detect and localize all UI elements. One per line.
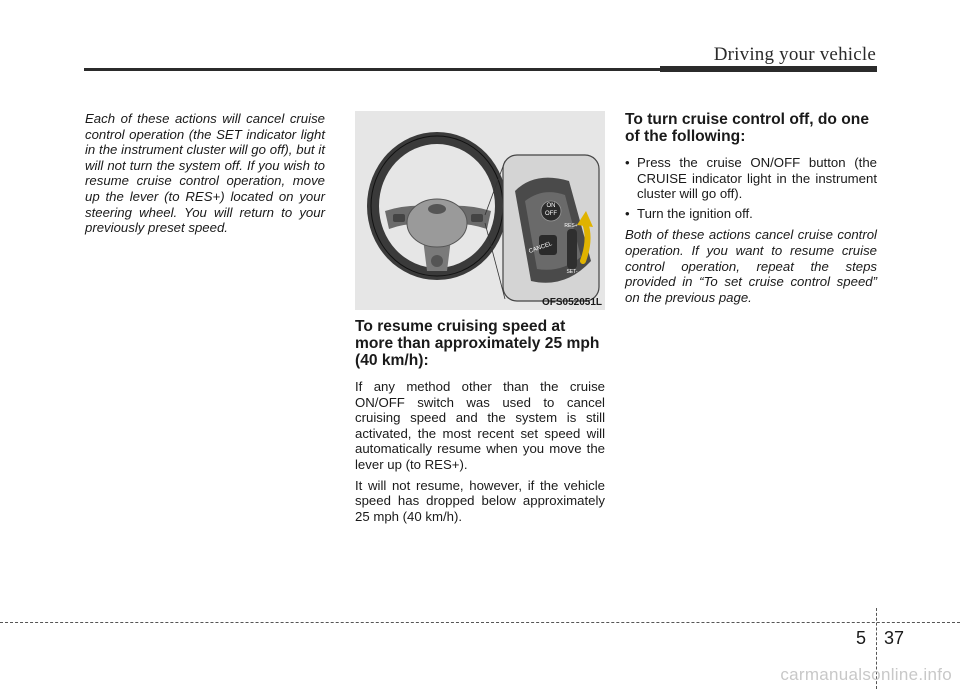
turn-off-list [625, 155, 877, 221]
off-label: OFF [545, 211, 557, 217]
right-column [625, 111, 877, 305]
list-item-text: Turn the ignition off. [637, 205, 753, 221]
list-item [625, 206, 877, 222]
turn-off-heading: To turn cruise control off, do one of the following: [625, 111, 870, 145]
watermark: carmanualsonline.info [780, 665, 952, 684]
list-item-text: Press the cruise ON/OFF button (the CRUISE indicator light in the instrument cluster will go off). [637, 155, 877, 202]
steering-wheel-illustration [355, 111, 605, 310]
section-title: Driving your vehicle [713, 44, 876, 65]
bullet-icon: • [625, 205, 630, 221]
resume-paragraph-1: If any method other than the cruise ON/OFF switch was used to cancel cruising speed and the system is still activated, the most recent set speed will automatically resume when you move the lever up (to RES+). [355, 379, 605, 472]
on-label: ON [546, 203, 556, 209]
turn-off-note: Both of these actions cancel cruise control operation. If you want to resume cruise control operation, repeat the steps provided in “To set cruise control speed” on the previous page. [625, 227, 877, 305]
resume-heading: To resume cruising speed at more than approximately 25 mph (40 km/h): [355, 318, 600, 369]
resume-paragraph-2: It will not resume, however, if the vehicle speed has dropped below approximately 25 mph (40 km/h). [355, 477, 605, 524]
bullet-icon: • [625, 155, 630, 170]
left-column [85, 111, 325, 236]
cancel-note: Each of these actions will cancel cruise control operation (the SET indicator light in the instrument cluster will go off), but it will not turn the system off. If you wish to resume cruise control operation, move up the lever (to RES+) located on your steering wheel. You will return to your previously preset speed. [85, 111, 325, 236]
middle-column [355, 111, 605, 529]
header-rule-accent [660, 66, 877, 72]
header-rule [84, 68, 660, 71]
cancel-label: CANCEL [528, 241, 554, 256]
steering-wheel-figure [355, 111, 605, 310]
res-label: RES+ [564, 223, 578, 229]
set-label: SET- [566, 269, 578, 275]
page-number: 37 [884, 628, 905, 648]
chapter-number: 5 [856, 628, 867, 648]
footer-rule [0, 622, 960, 623]
figure-caption: OFS052051L [541, 297, 602, 308]
list-item [625, 155, 877, 202]
